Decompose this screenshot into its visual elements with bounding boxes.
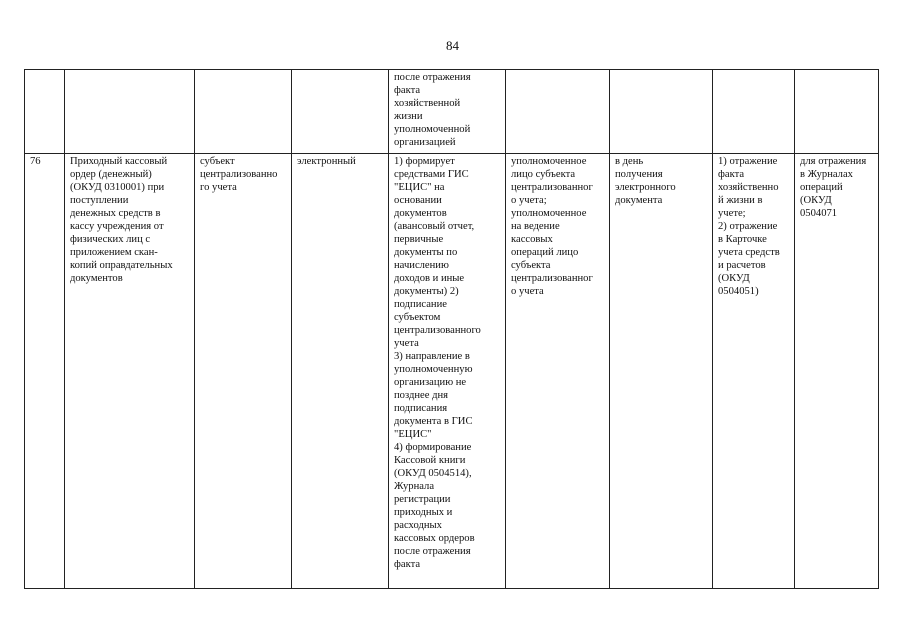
cell-subject xyxy=(195,70,292,154)
cell-document: Приходный кассовый ордер (денежный) (ОКУД 0310001) при поступлении денежных средств в кассу учреждения от физических лиц с приложением скан- копий оправдательных документов xyxy=(65,154,195,589)
cell-purpose xyxy=(795,70,879,154)
cell-number xyxy=(25,70,65,154)
cell-result: 1) отражение факта хозяйственно й жизни в учете; 2) отражение в Карточке учета средств и расчетов (ОКУД 0504051) xyxy=(713,154,795,589)
cell-deadline xyxy=(610,70,713,154)
cell-form: электронный xyxy=(292,154,389,589)
cell-result xyxy=(713,70,795,154)
cell-subject: субъект централизованно го учета xyxy=(195,154,292,589)
cell-form xyxy=(292,70,389,154)
cell-procedure: 1) формирует средствами ГИС "ЕЦИС" на основании документов (авансовый отчет, первичные документы по начислению доходов и иные документы) 2) подписание субъектом централизованного учета 3) направление в уполномоченную организацию не позднее дня подписания документа в ГИС "ЕЦИС" 4) формирование Кассовой книги (ОКУД 0504514), Журнала регистрации приходных и расходных кассовых ордеров после отражения факта xyxy=(389,154,506,589)
cell-deadline: в день получения электронного документа xyxy=(610,154,713,589)
table-row xyxy=(25,154,879,589)
cell-number: 76 xyxy=(25,154,65,589)
page-number: 84 xyxy=(446,38,459,53)
cell-procedure: после отражения факта хозяйственной жизни уполномоченной организацией xyxy=(389,70,506,154)
cell-responsible: уполномоченное лицо субъекта централизованног о учета; уполномоченное на ведение кассовых операций лицо субъекта централизованног о учета xyxy=(506,154,610,589)
register-table xyxy=(24,69,879,589)
cell-purpose: для отражения в Журналах операций (ОКУД 0504071 xyxy=(795,154,879,589)
table-row xyxy=(25,70,879,154)
cell-document xyxy=(65,70,195,154)
cell-responsible xyxy=(506,70,610,154)
